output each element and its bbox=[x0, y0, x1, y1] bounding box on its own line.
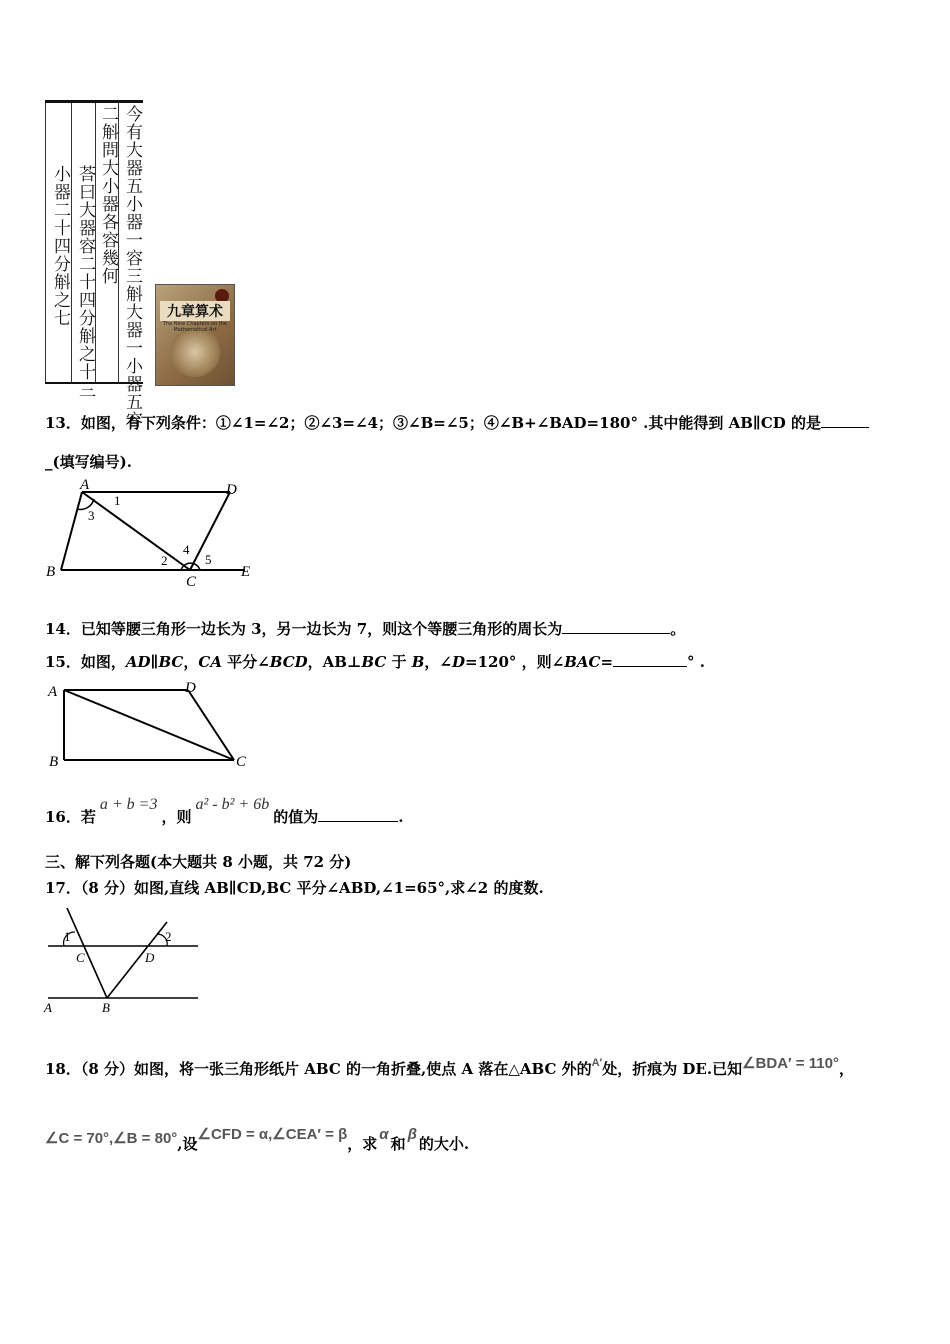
segment-AC bbox=[64, 690, 234, 760]
question-13-text: 13．如图，有下列条件：①∠1=∠2；②∠3=∠4；③∠B=∠5；④∠B+∠BAD=180° .其中能得到 AB∥CD 的是 bbox=[45, 414, 822, 432]
label-E: E bbox=[241, 564, 251, 580]
q16-part: ，则 bbox=[161, 808, 192, 826]
q15-part: BCD bbox=[269, 653, 308, 671]
angle-label-2: 2 bbox=[161, 553, 168, 568]
q18-part: ，求 bbox=[347, 1135, 378, 1153]
answer-blank[interactable] bbox=[318, 807, 398, 822]
formula-a-prime: A′ bbox=[591, 1057, 603, 1069]
question-13-instruction: (填写编号). bbox=[52, 453, 132, 471]
book-cover-image bbox=[155, 284, 235, 386]
q18-part: ,设 bbox=[177, 1135, 198, 1153]
q15-part: B bbox=[411, 653, 425, 671]
question-16 bbox=[45, 796, 404, 827]
ancient-text-divider bbox=[45, 103, 46, 382]
book-title: 九章算术 bbox=[160, 301, 230, 321]
question-14 bbox=[45, 618, 685, 639]
figure-13 bbox=[40, 475, 270, 590]
formula-angle-bda-prime: ∠BDA′ = 110° bbox=[742, 1055, 839, 1072]
question-18-line2 bbox=[45, 1126, 470, 1154]
question-17: 17．（8 分）如图,直线 AB∥CD,BC 平分∠ABD,∠1=65°,求∠2 的度数. bbox=[45, 879, 544, 897]
q15-part: ° . bbox=[687, 653, 705, 671]
q15-part: BC bbox=[361, 653, 387, 671]
q18-part: 和 bbox=[390, 1135, 406, 1153]
ancient-text-top-rule bbox=[45, 100, 143, 103]
q15-part: BAC bbox=[564, 653, 601, 671]
q18-part: ， bbox=[838, 1060, 854, 1078]
q16-part: 的值为 bbox=[273, 808, 319, 826]
angle-label-4: 4 bbox=[183, 542, 190, 557]
answer-blank[interactable] bbox=[562, 619, 670, 634]
angle-label-1: 1 bbox=[114, 493, 121, 508]
question-15 bbox=[45, 651, 705, 672]
line-through-D bbox=[107, 922, 167, 998]
label-D: D bbox=[145, 950, 155, 965]
ancient-text-column-1: 今有大器五小器一容三斛大器一小器五容 bbox=[122, 105, 142, 429]
q15-part: D bbox=[452, 653, 466, 671]
segment-AC bbox=[82, 492, 190, 570]
q15-part: ，AB⊥ bbox=[307, 653, 362, 671]
q15-part: = bbox=[600, 653, 614, 671]
question-14-text: 14．已知等腰三角形一边长为 3，另一边长为 7，则这个等腰三角形的周长为 bbox=[45, 620, 563, 638]
q16-part: 16．若 bbox=[45, 808, 96, 826]
question-13-blank-tail[interactable]: _ bbox=[45, 453, 53, 471]
q15-part: ， bbox=[183, 653, 199, 671]
q15-part: CA bbox=[198, 653, 222, 671]
label-B: B bbox=[46, 564, 56, 580]
label-C: C bbox=[76, 950, 85, 965]
q15-part: 平分∠ bbox=[221, 653, 270, 671]
angle-label-2: 2 bbox=[165, 929, 172, 944]
figure-15 bbox=[40, 678, 260, 773]
angle-label-5: 5 bbox=[205, 552, 212, 567]
label-C: C bbox=[236, 754, 247, 770]
label-B: B bbox=[102, 1000, 110, 1015]
q15-part: AD∥BC bbox=[125, 653, 184, 671]
segment-AB bbox=[61, 492, 82, 570]
book-rose-window bbox=[170, 327, 220, 377]
angle-label-1: 1 bbox=[64, 929, 71, 944]
q15-part: 于 bbox=[386, 653, 412, 671]
section-3-heading: 三、解下列各题(本大题共 8 小题，共 72 分) bbox=[45, 853, 352, 871]
formula-alpha: α bbox=[379, 1126, 389, 1143]
angle-label-3: 3 bbox=[88, 508, 95, 523]
label-B: B bbox=[49, 754, 59, 770]
q18-part: 的大小. bbox=[418, 1135, 470, 1153]
label-C: C bbox=[186, 574, 197, 590]
q15-part: 15．如图， bbox=[45, 653, 126, 671]
q18-part: 18．（8 分）如图，将一张三角形纸片 ABC 的一角折叠,使点 A 落在△ABC 外的 bbox=[45, 1060, 592, 1078]
question-18-line1 bbox=[45, 1055, 854, 1079]
q18-part: 处，折痕为 DE.已知 bbox=[602, 1060, 743, 1078]
formula-beta: β bbox=[407, 1126, 417, 1143]
q15-part: =120° ，则∠ bbox=[465, 653, 565, 671]
question-13-line2 bbox=[45, 451, 132, 472]
q16-part: . bbox=[398, 808, 404, 826]
answer-blank[interactable] bbox=[613, 652, 687, 667]
formula-expression: a² - b² + 6b bbox=[195, 796, 270, 813]
label-A: A bbox=[48, 684, 58, 700]
formula-angles-c-b: ∠C = 70°,∠B = 80° bbox=[45, 1130, 178, 1147]
ancient-text-column-4: 小器二十四分斛之七 bbox=[50, 165, 70, 327]
book-subtitle: The Nine Chapters on the Mathematical Art bbox=[162, 321, 228, 333]
formula-alpha-beta-def: ∠CFD = α,∠CEA′ = β bbox=[197, 1126, 348, 1143]
ancient-text-column-2: 二斛問大小器各容幾何 bbox=[98, 105, 118, 285]
formula-a-plus-b: a + b =3 bbox=[99, 796, 158, 813]
label-D: D bbox=[226, 482, 237, 498]
ancient-text-column-3: 荅曰大器容二十四分斛之十三 bbox=[75, 165, 95, 399]
label-A: A bbox=[44, 1000, 52, 1015]
answer-blank[interactable] bbox=[821, 413, 869, 428]
question-13-line1 bbox=[45, 412, 869, 433]
label-A: A bbox=[80, 477, 90, 493]
question-14-end: 。 bbox=[670, 620, 686, 638]
q15-part: ，∠ bbox=[424, 653, 452, 671]
label-D: D bbox=[185, 680, 196, 696]
figure-17 bbox=[40, 900, 210, 1018]
line-through-C bbox=[67, 908, 107, 998]
